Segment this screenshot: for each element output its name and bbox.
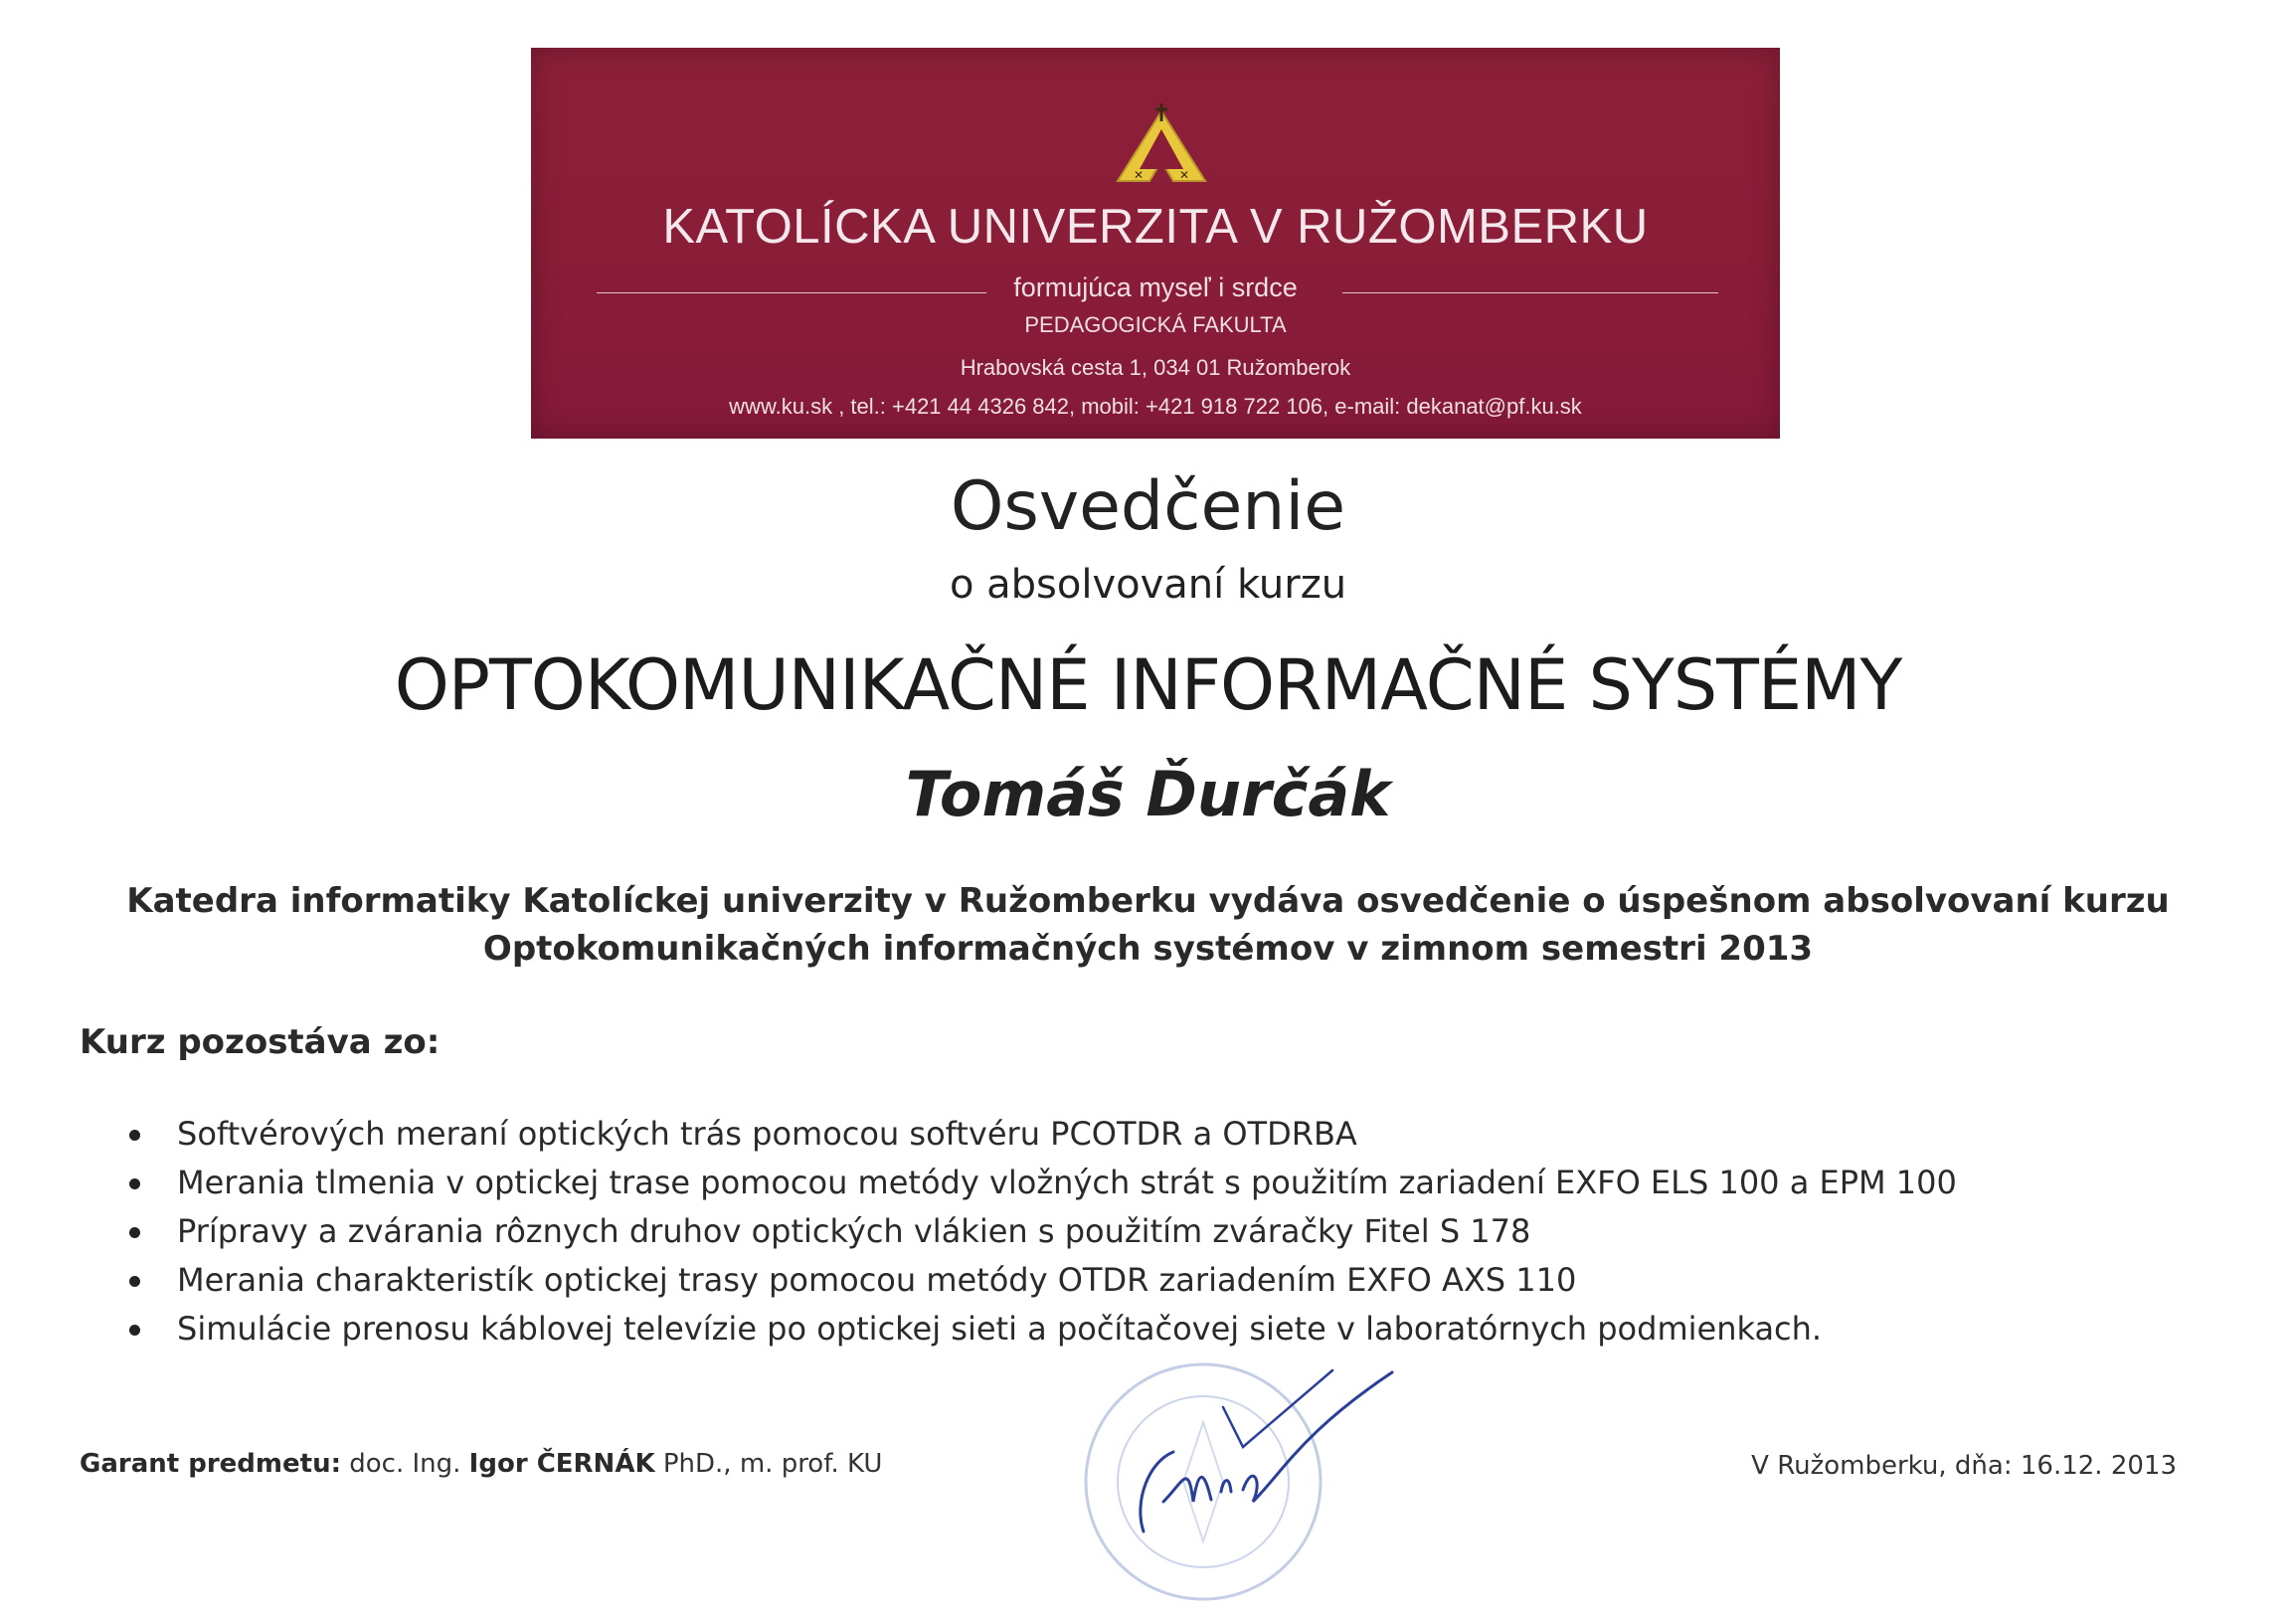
bullet-icon [129, 1227, 140, 1238]
course-content-heading: Kurz pozostáva zo: [80, 1022, 441, 1062]
list-item-text: Prípravy a zvárania rôznych druhov optických vlákien s použitím zváračky Fitel S 178 [177, 1212, 1531, 1250]
university-name: KATOLÍCKA UNIVERZITA V RUŽOMBERKU [662, 200, 1649, 254]
list-item [129, 1207, 1957, 1256]
list-item-text: Merania charakteristík optickej trasy pomocou metódy OTDR zariadením EXFO AXS 110 [177, 1261, 1577, 1299]
certificate-statement [0, 877, 2296, 973]
course-content-list [129, 1110, 1957, 1353]
bullet-icon [129, 1325, 140, 1336]
guarantor-label: Garant predmetu: [80, 1449, 341, 1479]
statement-line-2: Optokomunikačných informačných systémov v zimnom semestri 2013 [482, 929, 1814, 969]
svg-text:✕: ✕ [1134, 168, 1145, 182]
list-item [129, 1305, 1957, 1353]
list-item-text: Simulácie prenosu káblovej televízie po optickej sieti a počítačovej siete v laboratórnych podmienkach. [177, 1310, 1823, 1348]
place-and-date: V Ružomberku, dňa: 16.12. 2013 [1751, 1451, 2177, 1481]
university-motto: formujúca myseľ i srdce [1013, 272, 1298, 302]
bullet-icon [129, 1130, 140, 1141]
triangle-cross-logo-icon [1114, 103, 1209, 187]
bullet-icon [129, 1178, 140, 1189]
course-name: OPTOKOMUNIKAČNÉ INFORMAČNÉ SYSTÉMY [394, 644, 1902, 726]
svg-text:✕: ✕ [1179, 168, 1190, 182]
handwritten-signature-icon [1104, 1352, 1422, 1551]
certificate-subtitle: o absolvovaní kurzu [949, 562, 1347, 608]
guarantor-title-prefix: doc. Ing. [349, 1449, 461, 1479]
list-item [129, 1159, 1957, 1207]
faculty-contact: www.ku.sk , tel.: +421 44 4326 842, mobil: +421 918 722 106, e-mail: dekanat@pf.ku.sk [729, 394, 1582, 419]
list-item [129, 1256, 1957, 1305]
recipient-name: Tomáš Ďurčák [905, 758, 1391, 830]
list-item [129, 1110, 1957, 1159]
list-item-text: Merania tlmenia v optickej trase pomocou metódy vložných strát s použitím zariadení EXFO ELS 100 a EPM 100 [177, 1164, 1957, 1201]
guarantor-name: Igor ČERNÁK [468, 1449, 655, 1479]
banner-divider-right [1342, 292, 1718, 293]
faculty-name: PEDAGOGICKÁ FAKULTA [1024, 312, 1287, 337]
certificate-title: Osvedčenie [950, 467, 1346, 546]
statement-line-1: Katedra informatiky Katolíckej univerzity v Ružomberku vydáva osvedčenie o úspešnom absolvovaní kurzu [126, 881, 2170, 921]
guarantor-title-suffix: PhD., m. prof. KU [662, 1449, 883, 1479]
faculty-address: Hrabovská cesta 1, 034 01 Ružomberok [960, 355, 1351, 380]
list-item-text: Softvérových meraní optických trás pomocou softvéru PCOTDR a OTDRBA [177, 1115, 1357, 1153]
course-guarantor [80, 1449, 882, 1479]
university-header-banner [531, 48, 1780, 439]
bullet-icon [129, 1276, 140, 1287]
